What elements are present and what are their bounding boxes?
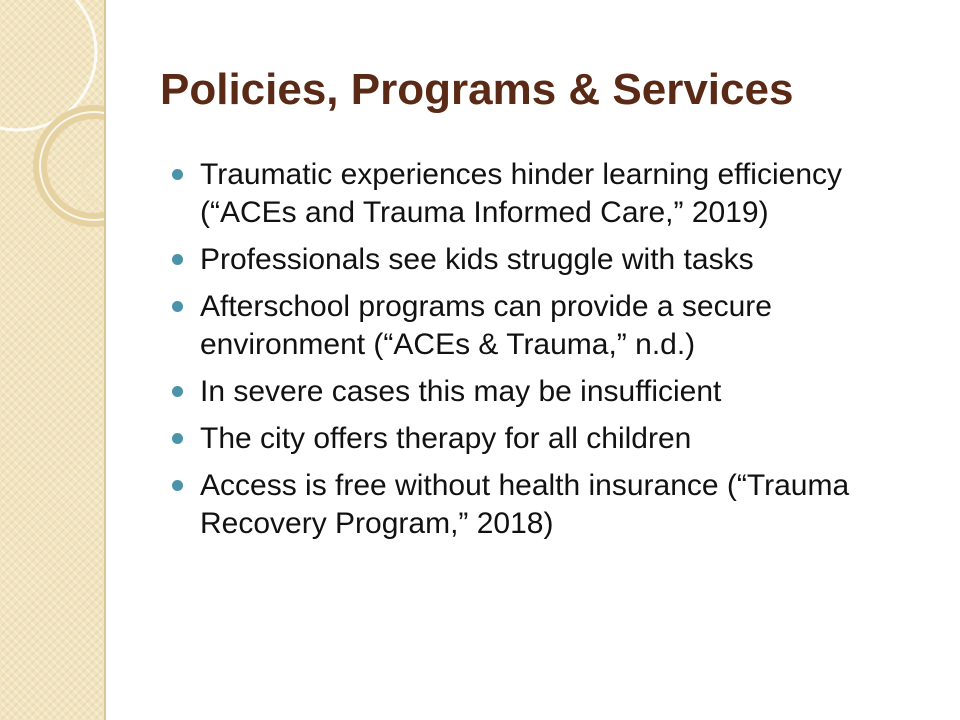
bullet-text: Afterschool programs can provide a secure environment (“ACEs & Trauma,” n.d.): [200, 290, 772, 361]
bullet-text: In severe cases this may be insufficient: [200, 375, 722, 408]
bullet-item: [170, 288, 930, 364]
bullet-text: The city offers therapy for all children: [200, 422, 692, 455]
bullet-text: Traumatic experiences hinder learning efficiency (“ACEs and Trauma Informed Care,” 2019): [200, 158, 842, 229]
bullet-item: [170, 156, 930, 232]
bullet-text: Professionals see kids struggle with tasks: [200, 243, 754, 276]
bullet-text: Access is free without health insurance (“Trauma Recovery Program,” 2018): [200, 469, 850, 540]
bullet-list: [170, 156, 930, 552]
round-bullet-icon: [172, 386, 183, 397]
bullet-item: [170, 373, 930, 411]
bullet-item: [170, 241, 930, 279]
bullet-item: [170, 467, 930, 543]
bullet-item: [170, 420, 930, 458]
decorative-circles-icon: [0, 0, 104, 720]
round-bullet-icon: [172, 169, 183, 180]
slide-title: Policies, Programs & Services: [160, 65, 794, 114]
round-bullet-icon: [172, 480, 183, 491]
round-bullet-icon: [172, 254, 183, 265]
round-bullet-icon: [172, 433, 183, 444]
round-bullet-icon: [172, 301, 183, 312]
decorative-side-panel: [0, 0, 106, 720]
